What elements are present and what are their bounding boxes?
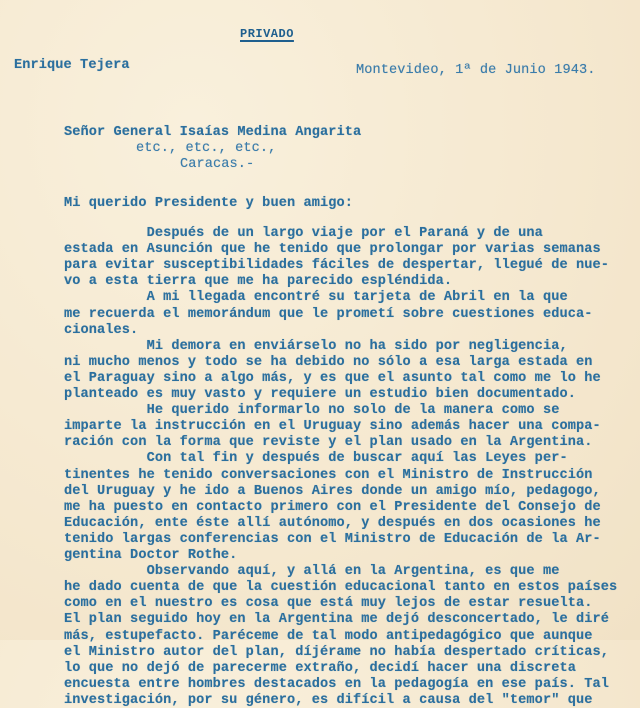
body-line: para evitar susceptibilidades fáciles de despertar, llegué de nue- xyxy=(64,258,609,274)
body-line: Mi demora en enviárselo no ha sido por negligencia, xyxy=(64,338,568,354)
body-line: el Ministro autor del plan, díjérame no había despertado críticas, xyxy=(64,644,609,660)
body-line: más, estupefacto. Paréceme de tal modo antipedagógico que aunque xyxy=(64,628,593,644)
body-line: me recuerda el memorándum que le prometí sobre cuestiones educa- xyxy=(64,306,593,322)
recipient-line-1: Señor General Isaías Medina Angarita xyxy=(64,125,362,140)
place-date: Montevideo, 1ª de Junio 1943. xyxy=(356,63,596,78)
body-line: gentina Doctor Rothe. xyxy=(64,548,238,563)
body-line: del Uruguay y he ido a Buenos Aires donde un amigo mío, pedagogo, xyxy=(64,483,601,499)
body-line: imparte la instrucción en el Uruguay sino además hacer una compa- xyxy=(64,419,601,435)
body-line: tinentes he tenido conversaciones con el Ministro de Instrucción xyxy=(64,467,593,483)
body-line: he dado cuenta de que la cuestión educacional tanto en estos países xyxy=(64,580,618,596)
body-line: He querido informarlo no solo de la manera como se xyxy=(64,403,560,419)
sender-name: Enrique Tejera xyxy=(14,58,130,73)
body-line: me ha puesto en contacto primero con el Presidente del Consejo de xyxy=(64,499,601,515)
body-line: Después de un largo viaje por el Paraná y de una xyxy=(64,226,543,241)
document-heading: PRIVADO xyxy=(240,27,294,41)
recipient-line-3: Caracas.- xyxy=(180,157,255,172)
body-line: Observando aquí, y allá en la Argentina, es que me xyxy=(64,564,560,580)
body-line: investigación, por su género, es difícil a causa del "temor" que xyxy=(64,692,593,708)
body-line: vo a esta tierra que me ha parecido espléndida. xyxy=(64,274,453,290)
body-line: como en el nuestro es cosa que está muy lejos de estar resuelta. xyxy=(64,596,593,612)
body-line: tenido largas conferencias con el Ministro de Educación de la Ar- xyxy=(64,531,601,547)
body-line: encuesta entre hombres destacados en la pedagogía en ese país. Tal xyxy=(64,676,609,692)
body-line: ración con la forma que reviste y el plan usado en la Argentina. xyxy=(64,435,593,451)
body-line: estada en Asunción que he tenido que prolongar por varias semanas xyxy=(64,242,601,258)
body-line: ni mucho menos y todo se ha debido no sólo a esa larga estada en xyxy=(64,354,593,370)
recipient-line-2: etc., etc., etc., xyxy=(136,141,277,156)
body-line: Educación, ente éste allí autónomo, y después en dos ocasiones he xyxy=(64,515,601,531)
body-line: A mi llegada encontré su tarjeta de Abril en la que xyxy=(64,290,568,306)
body-line: lo que no dejó de parecerme extraño, decidí hacer una discreta xyxy=(64,660,576,676)
body-line: el Paraguay sino a algo más, y es que el asunto tal como me lo he xyxy=(64,370,601,386)
body-line: cionales. xyxy=(64,322,139,338)
salutation: Mi querido Presidente y buen amigo: xyxy=(64,196,354,211)
body-line: El plan seguido hoy en la Argentina me dejó desconcertado, le diré xyxy=(64,612,609,628)
body-line: Con tal fin y después de buscar aquí las Leyes per- xyxy=(64,451,568,467)
body-line: planteado es muy vasto y requiere un estudio bien documentado. xyxy=(64,387,576,402)
